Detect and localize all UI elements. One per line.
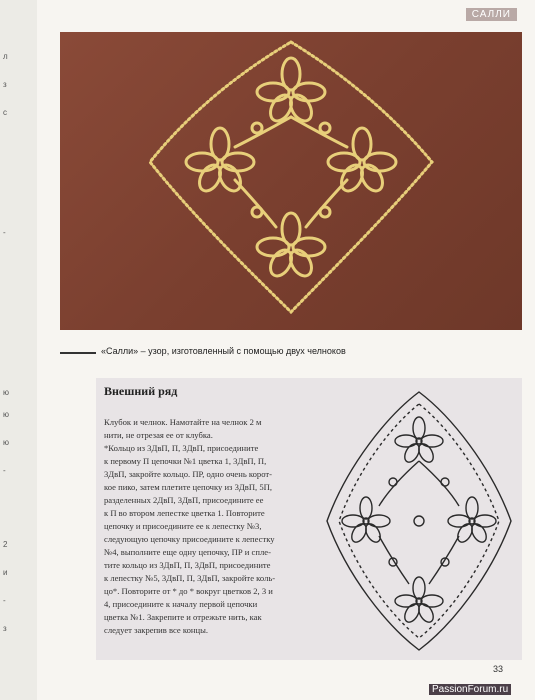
page-header	[37, 0, 535, 26]
book-page	[37, 0, 535, 700]
prev-page-fragment: -	[3, 228, 6, 237]
prev-page-fragment: з	[3, 80, 7, 89]
section-title: САЛЛИ	[466, 8, 517, 21]
watermark: PassionForum.ru	[429, 684, 511, 695]
previous-page-edge	[0, 0, 38, 700]
prev-page-fragment: ю	[3, 388, 9, 397]
prev-page-fragment: ю	[3, 410, 9, 419]
instructions-heading: Внешний ряд	[104, 384, 178, 398]
prev-page-fragment: з	[3, 624, 7, 633]
page-number: 33	[493, 664, 504, 674]
prev-page-fragment: -	[3, 596, 6, 605]
prev-page-fragment: -	[3, 466, 6, 475]
prev-page-fragment: 2	[3, 540, 8, 549]
lace-photo	[60, 32, 522, 330]
prev-page-fragment: и	[3, 568, 8, 577]
prev-page-fragment: л	[3, 52, 8, 61]
photo-caption: «Салли» – узор, изготовленный с помощью двух челноков	[101, 346, 346, 356]
instructions-box	[96, 378, 522, 660]
prev-page-fragment: ю	[3, 438, 9, 447]
tatted-lace-doily-image	[60, 32, 522, 330]
prev-page-fragment: с	[3, 108, 7, 117]
tatting-pattern-diagram	[321, 386, 517, 656]
caption-marker	[60, 352, 96, 354]
instructions-text: Клубок и челнок. Намотайте на челнок 2 м нити, не отрезая ее от клубка. *Кольцо из 3ДвП, П, 3ДвП, присоедините к первому П цепочки №1 цветка 1, 3ДвП, П, 3ДвП, закройте кольцо. ПР, одно очень корот- кое пико, затем плетите цепочку из 3ДвП, 5П, разделенных 2ДвП, 3ДвП, присоедините ее к П во втором лепестке цветка 1. Повторите цепочку и присоедините ее к лепестку №3, следующую цепочку присоедините к лепестку №4, выполните еще одну цепочку, ПР и спле- тите кольцо из 3ДвП, П, 3ДвП, присоедините к лепестку №5, 3ДвП, П, 3ДвП, закройте коль- цо*. Повторите от * до * вокруг цветков 2, 3 и 4, присоедините к началу первой цепочки цветка №1. Закрепите и отрежьте нить, как следует закрепив все концы.	[104, 417, 276, 635]
